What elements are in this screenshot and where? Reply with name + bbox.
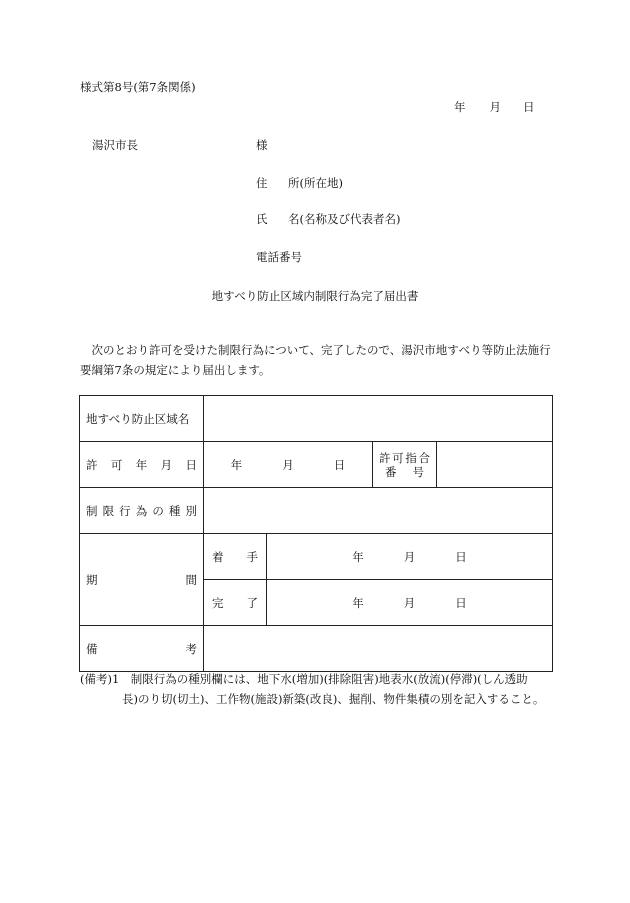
date-year-label: 年 [454,100,466,114]
period-label: 期 間 [80,534,204,626]
area-name-value[interactable] [204,396,553,442]
applicant-name-label: 氏 名(名称及び代表者名) [256,212,401,226]
form-number: 様式第8号(第7条関係) [80,80,196,94]
applicant-address-label: 住 所(所在地) [256,176,343,190]
submission-date [454,99,535,115]
permit-number-value[interactable] [437,442,553,488]
notes [80,669,560,709]
date-day-label: 日 [523,100,535,114]
start-label: 着 手 [204,534,267,580]
permit-date-value[interactable]: 年 月 日 [204,442,373,488]
addressee-name: 湯沢市長 [92,138,138,152]
permit-number-label: 許 可 指 合 番 号 [373,442,437,488]
start-date-value[interactable]: 年 月 日 [267,534,553,580]
remarks-row [80,626,553,672]
action-type-row [80,488,553,534]
notes-line-2: 長)のり切(切土)、工作物(施設)新築(改良)、掘削、物件集積の別を記入すること。 [122,692,545,706]
notes-line-1: (備考)1 制限行為の種別欄には、地下水(増加)(排除阻害)地表水(放流)(停滞)(しん透助 [80,672,528,686]
form-table [79,395,553,672]
permit-date-label: 許 可 年 月 日 [80,442,204,488]
end-label: 完 了 [204,580,267,626]
end-date-value[interactable]: 年 月 日 [267,580,553,626]
applicant-phone-label: 電話番号 [256,250,302,264]
remarks-label: 備 考 [80,626,204,672]
period-start-row [80,534,553,580]
addressee-honorific: 様 [256,138,268,152]
permit-date-row [80,442,553,488]
action-type-label: 制 限 行 為 の 種 別 [80,488,204,534]
remarks-value[interactable] [204,626,553,672]
action-type-value[interactable] [204,488,553,534]
area-name-row [80,396,553,442]
body-text: 次のとおり許可を受けた制限行為について、完了したので、湯沢市地すべり等防止法施行要綱第7条の規定により届出します。 [80,343,551,377]
document-title: 地すべり防止区域内制限行為完了届出書 [211,289,419,303]
date-month-label: 月 [489,100,501,114]
area-name-label: 地すべり防止区域名 [80,396,204,442]
